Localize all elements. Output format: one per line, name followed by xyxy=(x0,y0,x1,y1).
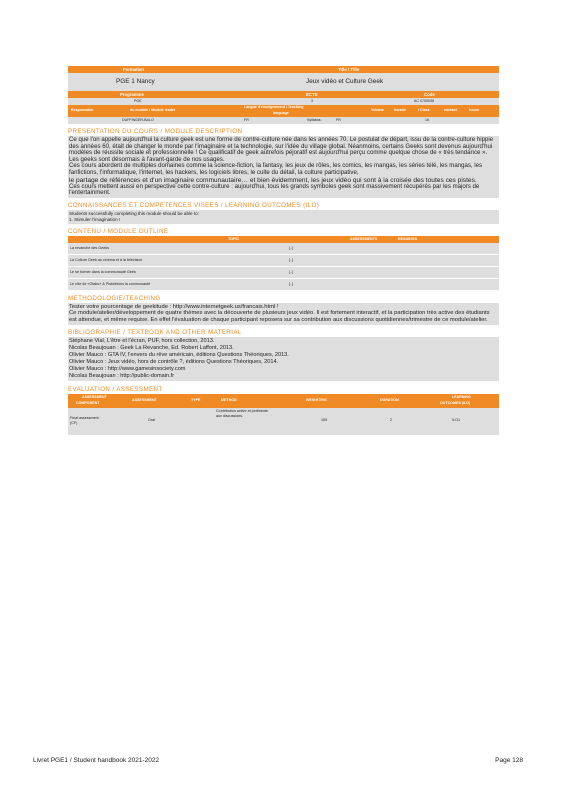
bibliography-item: Olivier Mauco : GTA IV, l'envers du rêve américain, éditions Questions Théoriques, 2013. xyxy=(69,351,289,358)
weighting-col: WEIGHTING xyxy=(306,397,327,402)
outline-topic: Le se former dans la communauté Geek xyxy=(70,269,136,274)
responsable-values xyxy=(68,117,499,124)
outline-ref: [..] xyxy=(289,281,294,286)
programme-label: Programme xyxy=(120,92,144,97)
presentation-paragraph-2a: Ces cours abordent de multiples domaines comme la science-fiction, la fantasy, les jeux de rôles, les comics, les mangas, les séries télé, les mangas, les fanfictions, l'informatique, l'internet, les hackers, les logiciels libres, le culte du détail, la culture participative, xyxy=(69,162,483,176)
learning-col: LEARNING xyxy=(452,394,471,399)
evaluation-table-header xyxy=(68,394,499,408)
methodology-line-2: Ce module/atelier/développement de quatre thèmes avec la découverte de plusieurs jeux vidéo. Il est fortement interactif, et la participation très active des étudiants est attendue, et même requise. En effet l'évaluation de chaque participant reposera sur sa contribution aux discussions quotidiennes/trimestre de ce module/atelier. xyxy=(69,310,490,324)
component-value: Final assessment (CF) xyxy=(70,415,99,425)
assessment-col: ASSESSMENT xyxy=(82,394,107,399)
presentation-paragraph-2b: le partage de références et d'un imaginaire communautaire… et bien évidemment, les jeux vidéo qui sont à la croisée des toutes ces pistes. xyxy=(69,176,477,184)
outcomes-heading: CONNAISSANCES ET COMPETENCES VISEES / LEARNING OUTCOMES (ILO) xyxy=(68,201,320,209)
outline-heading: CONTENU / MODULE OUTLINE xyxy=(68,227,169,235)
duration-col: DURATION xyxy=(380,397,399,402)
contact-label: contact xyxy=(444,108,457,112)
outline-table-header xyxy=(68,236,499,243)
hours-label: hours xyxy=(469,108,479,112)
page-footer xyxy=(33,757,523,764)
syllabus-label: Syllabus: xyxy=(307,118,322,122)
ects-value: 3 xyxy=(311,99,313,103)
outcomes-line-1: Students successfully completing this module should be able to: xyxy=(69,210,199,216)
method-value: Contribution active et pertinente aux discussions. xyxy=(216,408,269,418)
formation-title-values xyxy=(68,73,499,91)
module-leader-label: du module / Module leader xyxy=(130,108,176,112)
formation-title-header xyxy=(68,66,499,73)
outline-row xyxy=(68,255,499,267)
outline-row xyxy=(68,243,499,255)
type-col: TYPE xyxy=(191,397,201,402)
outline-rows xyxy=(68,243,499,291)
syllabus-value: FR xyxy=(336,118,341,122)
responsable-value: DUFFINGER-BALO xyxy=(122,118,154,122)
footer-left: Livret PGE1 / Student handbook 2021-2022 xyxy=(33,757,160,764)
outcomes-col: OUTCOMES (ILO) xyxy=(440,400,471,405)
langue-value: FR xyxy=(244,118,249,122)
outline-ref: [..] xyxy=(289,269,294,274)
programme-header xyxy=(68,91,499,98)
assessment-type-col: ASSESSMENT xyxy=(132,397,157,402)
duration-value: 2 xyxy=(390,417,393,422)
method-col: METHOD xyxy=(221,397,237,402)
bibliography-item: Stéphane Vial, L'être et l'écran, PUF, hors collection, 2013. xyxy=(69,337,215,344)
syllabus-page xyxy=(68,66,499,435)
presentation-paragraph-1: Ce que l'on appelle aujourd'hui la culture geek est une forme de contre-culture née dans les années 70. Le postulat de départ, issu de la contre-culture hippie des années 60, était de changer le monde par l'imaginaire et la technologie, sur l'idée du village global. Néanmoins, certains Geeks sont devenus aujourd'hui modèles de réussite sociale et professionnelle ! Ce qualificatif de geek autrefois péjoratif est aujourd'hui perçu comme quelque chose de « très tendance ». Les geeks sont désormais à l'avant-garde de nos usages. xyxy=(69,136,494,163)
bibliography-list xyxy=(68,337,499,381)
bibliography-item: Olivier Mauco : http://www.gamesinsociety.com xyxy=(69,365,186,372)
outline-ref: [..] xyxy=(289,257,294,262)
methodology-text xyxy=(68,303,499,325)
bibliography-item: Nicolas Beaujouan : Geek La Revanche, Ed. Robert Laffont, 2013. xyxy=(69,344,234,351)
bibliography-item: Nicolas Beaujouan : http://public-domain.fr xyxy=(69,372,175,379)
footer-page-number: Page 128 xyxy=(495,757,523,764)
title-label: Title / Title xyxy=(338,67,360,72)
class-label: / Class xyxy=(418,108,430,112)
langue-label: Langue d'enseignement / Teaching xyxy=(244,105,304,109)
evaluation-row xyxy=(68,408,499,435)
bibliography-item: Olivier Mauco : Jeux vidéo, hors de contrôle ?, éditions Questions Théoriques, 2014. xyxy=(69,358,279,365)
programme-values xyxy=(68,98,499,105)
evaluation-heading: EVALUATION / ASSESSMENT xyxy=(68,385,163,393)
presentation-text xyxy=(68,136,499,198)
formation-value: PGE 1 Nancy xyxy=(116,78,155,85)
methodology-heading: METHODOLOGIE/TEACHING xyxy=(68,294,161,302)
weighting-value: 100 xyxy=(321,417,328,422)
ilo-value: ILO1 xyxy=(452,417,460,422)
outcomes-text xyxy=(68,210,499,224)
formation-label: Formation xyxy=(123,67,145,72)
readings-column-label: READINGS xyxy=(398,236,417,241)
code-value: AC 0700035 xyxy=(414,99,434,103)
hours-value: 16 xyxy=(425,118,429,122)
responsable-label: Responsable xyxy=(71,108,94,112)
outcomes-line-2: 1. Stimuler l'imagination ! xyxy=(69,216,121,222)
assessment-column-label: ASSESSMENTS xyxy=(350,236,378,241)
bibliography-heading: BIBLIOGRAPHIE / TEXTBOOK AND OTHER MATERIAL xyxy=(68,328,242,336)
outline-row xyxy=(68,267,499,279)
methodology-line-1: Tester votre pourcentage de geekitude : http://www.internetgeek.us/francais.html ! xyxy=(69,303,279,310)
horaire-label: horaire xyxy=(394,108,407,112)
programme-value: PGE xyxy=(134,99,142,103)
type-value: Oral xyxy=(148,417,155,422)
outline-row xyxy=(68,279,499,291)
ects-label: ECTS xyxy=(306,92,318,97)
outline-topic: La revanche des Geeks xyxy=(70,245,109,250)
presentation-paragraph-3: Ces cours mettent aussi en perspective cette contre-culture : aujourd'hui, tous les grands symboles geek sont massivement récupérés par les majors de l'entertainment. xyxy=(69,182,480,197)
outline-topic: Le rôle de «Otaku» & Pistolétons la communauté xyxy=(70,281,151,286)
langue-label-2: language xyxy=(273,111,289,115)
topic-column-label: TOPIC xyxy=(228,236,239,241)
code-label: Code xyxy=(424,92,435,97)
outline-ref: [..] xyxy=(289,245,294,250)
component-col: COMPONENT xyxy=(76,400,100,405)
title-value: Jeux vidéo et Culture Geek xyxy=(306,78,384,85)
responsable-header xyxy=(68,105,499,117)
presentation-heading: PRESENTATION DU COURS / MODULE DESCRIPTION xyxy=(68,128,243,135)
volume-label: Volume xyxy=(371,108,384,112)
outline-topic: La Culture Geek au cinéma et à la télévision xyxy=(70,257,143,262)
